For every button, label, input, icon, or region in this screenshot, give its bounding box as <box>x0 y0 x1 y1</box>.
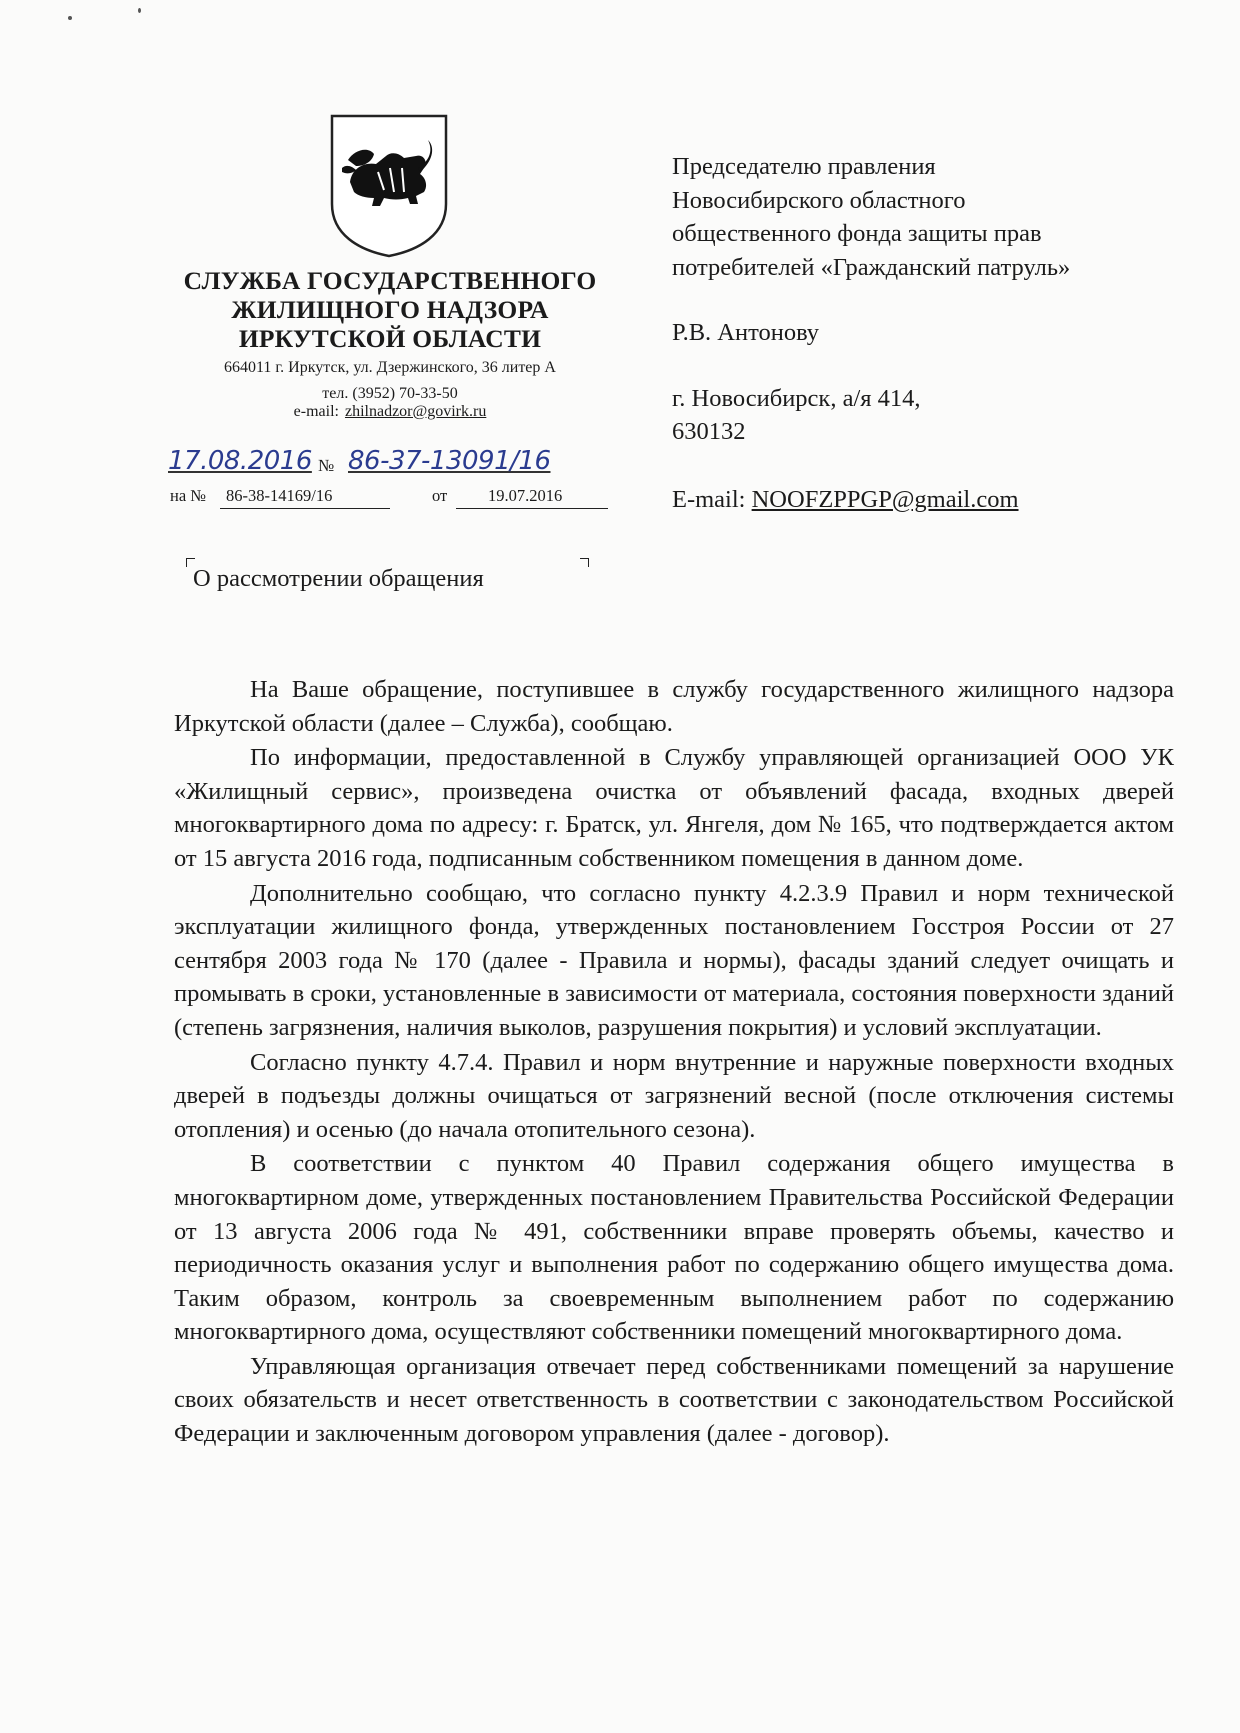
addressee-line-3: общественного фонда защиты прав <box>672 220 1042 247</box>
organization-email-label: e-mail: <box>293 403 339 420</box>
reference-number: 86-38-14169/16 <box>226 486 333 505</box>
addressee-line-1: Председателю правления <box>672 153 936 180</box>
letter-body <box>174 673 1174 1451</box>
organization-email-link[interactable]: zhilnadzor@govirk.ru <box>344 403 487 420</box>
addressee-email-label: E-mail: <box>672 485 746 513</box>
registration-number-sign: № <box>318 456 335 475</box>
body-paragraph-5: В соответствии с пунктом 40 Правил содержания общего имущества в многоквартирном доме, утвержденных постановлением Правительства Российской Федерации от 13 августа 2006 года № 491, собственники вправе проверять объемы, качество и периодичность оказания услуг и выполнения работ по содержанию общего имущества дома. Таким образом, контроль за своевременным выполнением работ по содержанию многоквартирного дома, осуществляют собственники помещений многоквартирного дома. <box>174 1150 1174 1346</box>
org-name-line-3: ИРКУТСКОЙ ОБЛАСТИ <box>238 324 542 353</box>
body-paragraph-1: На Ваше обращение, поступившее в службу государственного жилищного надзора Иркутской области (далее – Служба), сообщаю. <box>174 676 1174 737</box>
addressee-name: Р.В. Антонову <box>672 319 820 346</box>
reference-row <box>170 484 610 510</box>
scan-speck <box>68 16 72 20</box>
registration-date: 17.08.2016 <box>168 446 312 476</box>
body-paragraph-6: Управляющая организация отвечает перед собственниками помещений за нарушение своих обязательств и несет ответственность в соответствии с законодательством Российской Федерации и заключенным договором управления (далее - договор). <box>174 1352 1174 1448</box>
addressee-address-line-1: г. Новосибирск, а/я 414, <box>672 384 921 412</box>
addressee-address-line-2: 630132 <box>672 418 746 445</box>
addressee-line-4: потребителей «Гражданский патруль» <box>672 253 1071 281</box>
scan-speck <box>138 8 141 13</box>
reference-from-label: от <box>432 486 448 505</box>
org-name-line-2: ЖИЛИЩНОГО НАДЗОРА <box>231 295 549 324</box>
addressee-email <box>672 483 1192 517</box>
registration-row <box>168 446 608 480</box>
organization-phone: тел. (3952) 70-33-50 <box>322 385 458 402</box>
body-paragraph-4: Согласно пункту 4.7.4. Правил и норм внутренние и наружные поверхности входных дверей в подъезды должны очищаться от загрязнений весной (после отключения системы отопления) и осенью (до начала отопительного сезона). <box>174 1048 1174 1143</box>
letter-subject: О рассмотрении обращения <box>193 565 484 592</box>
organization-address: 664011 г. Иркутск, ул. Дзержинского, 36 литер А <box>224 359 556 376</box>
addressee-email-link[interactable]: NOOFZPPGP@gmail.com <box>751 485 1019 513</box>
reference-date: 19.07.2016 <box>488 486 563 505</box>
reference-prefix: на № <box>170 486 207 505</box>
organization-name <box>150 266 630 353</box>
body-paragraph-3: Дополнительно сообщаю, что согласно пункту 4.2.3.9 Правил и норм технической эксплуатации жилищного фонда, утвержденных постановлением Госстроя России от 27 сентября 2003 года № 170 (далее - Правила и нормы), фасады зданий следует очищать и промывать в сроки, установленные в зависимости от материала, состояния поверхности зданий (степень загрязнения, наличия выколов, разрушения покрытия) и условий эксплуатации. <box>174 879 1174 1041</box>
irkutsk-coat-of-arms-icon <box>328 112 450 258</box>
addressee-line-2: Новосибирского областного <box>672 186 966 214</box>
organization-email <box>150 402 630 421</box>
subject-corner-right <box>580 558 589 567</box>
registration-number: 86-37-13091/16 <box>348 446 551 476</box>
body-paragraph-2: По информации, предоставленной в Службу управляющей организацией ООО УК «Жилищный сервис», произведена очистка от объявлений фасада, входных дверей многоквартирного дома по адресу: г. Братск, ул. Янгеля, дом № 165, что подтверждается актом от 15 августа 2016 года, подписанным собственником помещения в данном доме. <box>174 744 1174 872</box>
org-name-line-1: СЛУЖБА ГОСУДАРСТВЕННОГО <box>183 266 597 295</box>
addressee-block <box>672 150 1192 516</box>
